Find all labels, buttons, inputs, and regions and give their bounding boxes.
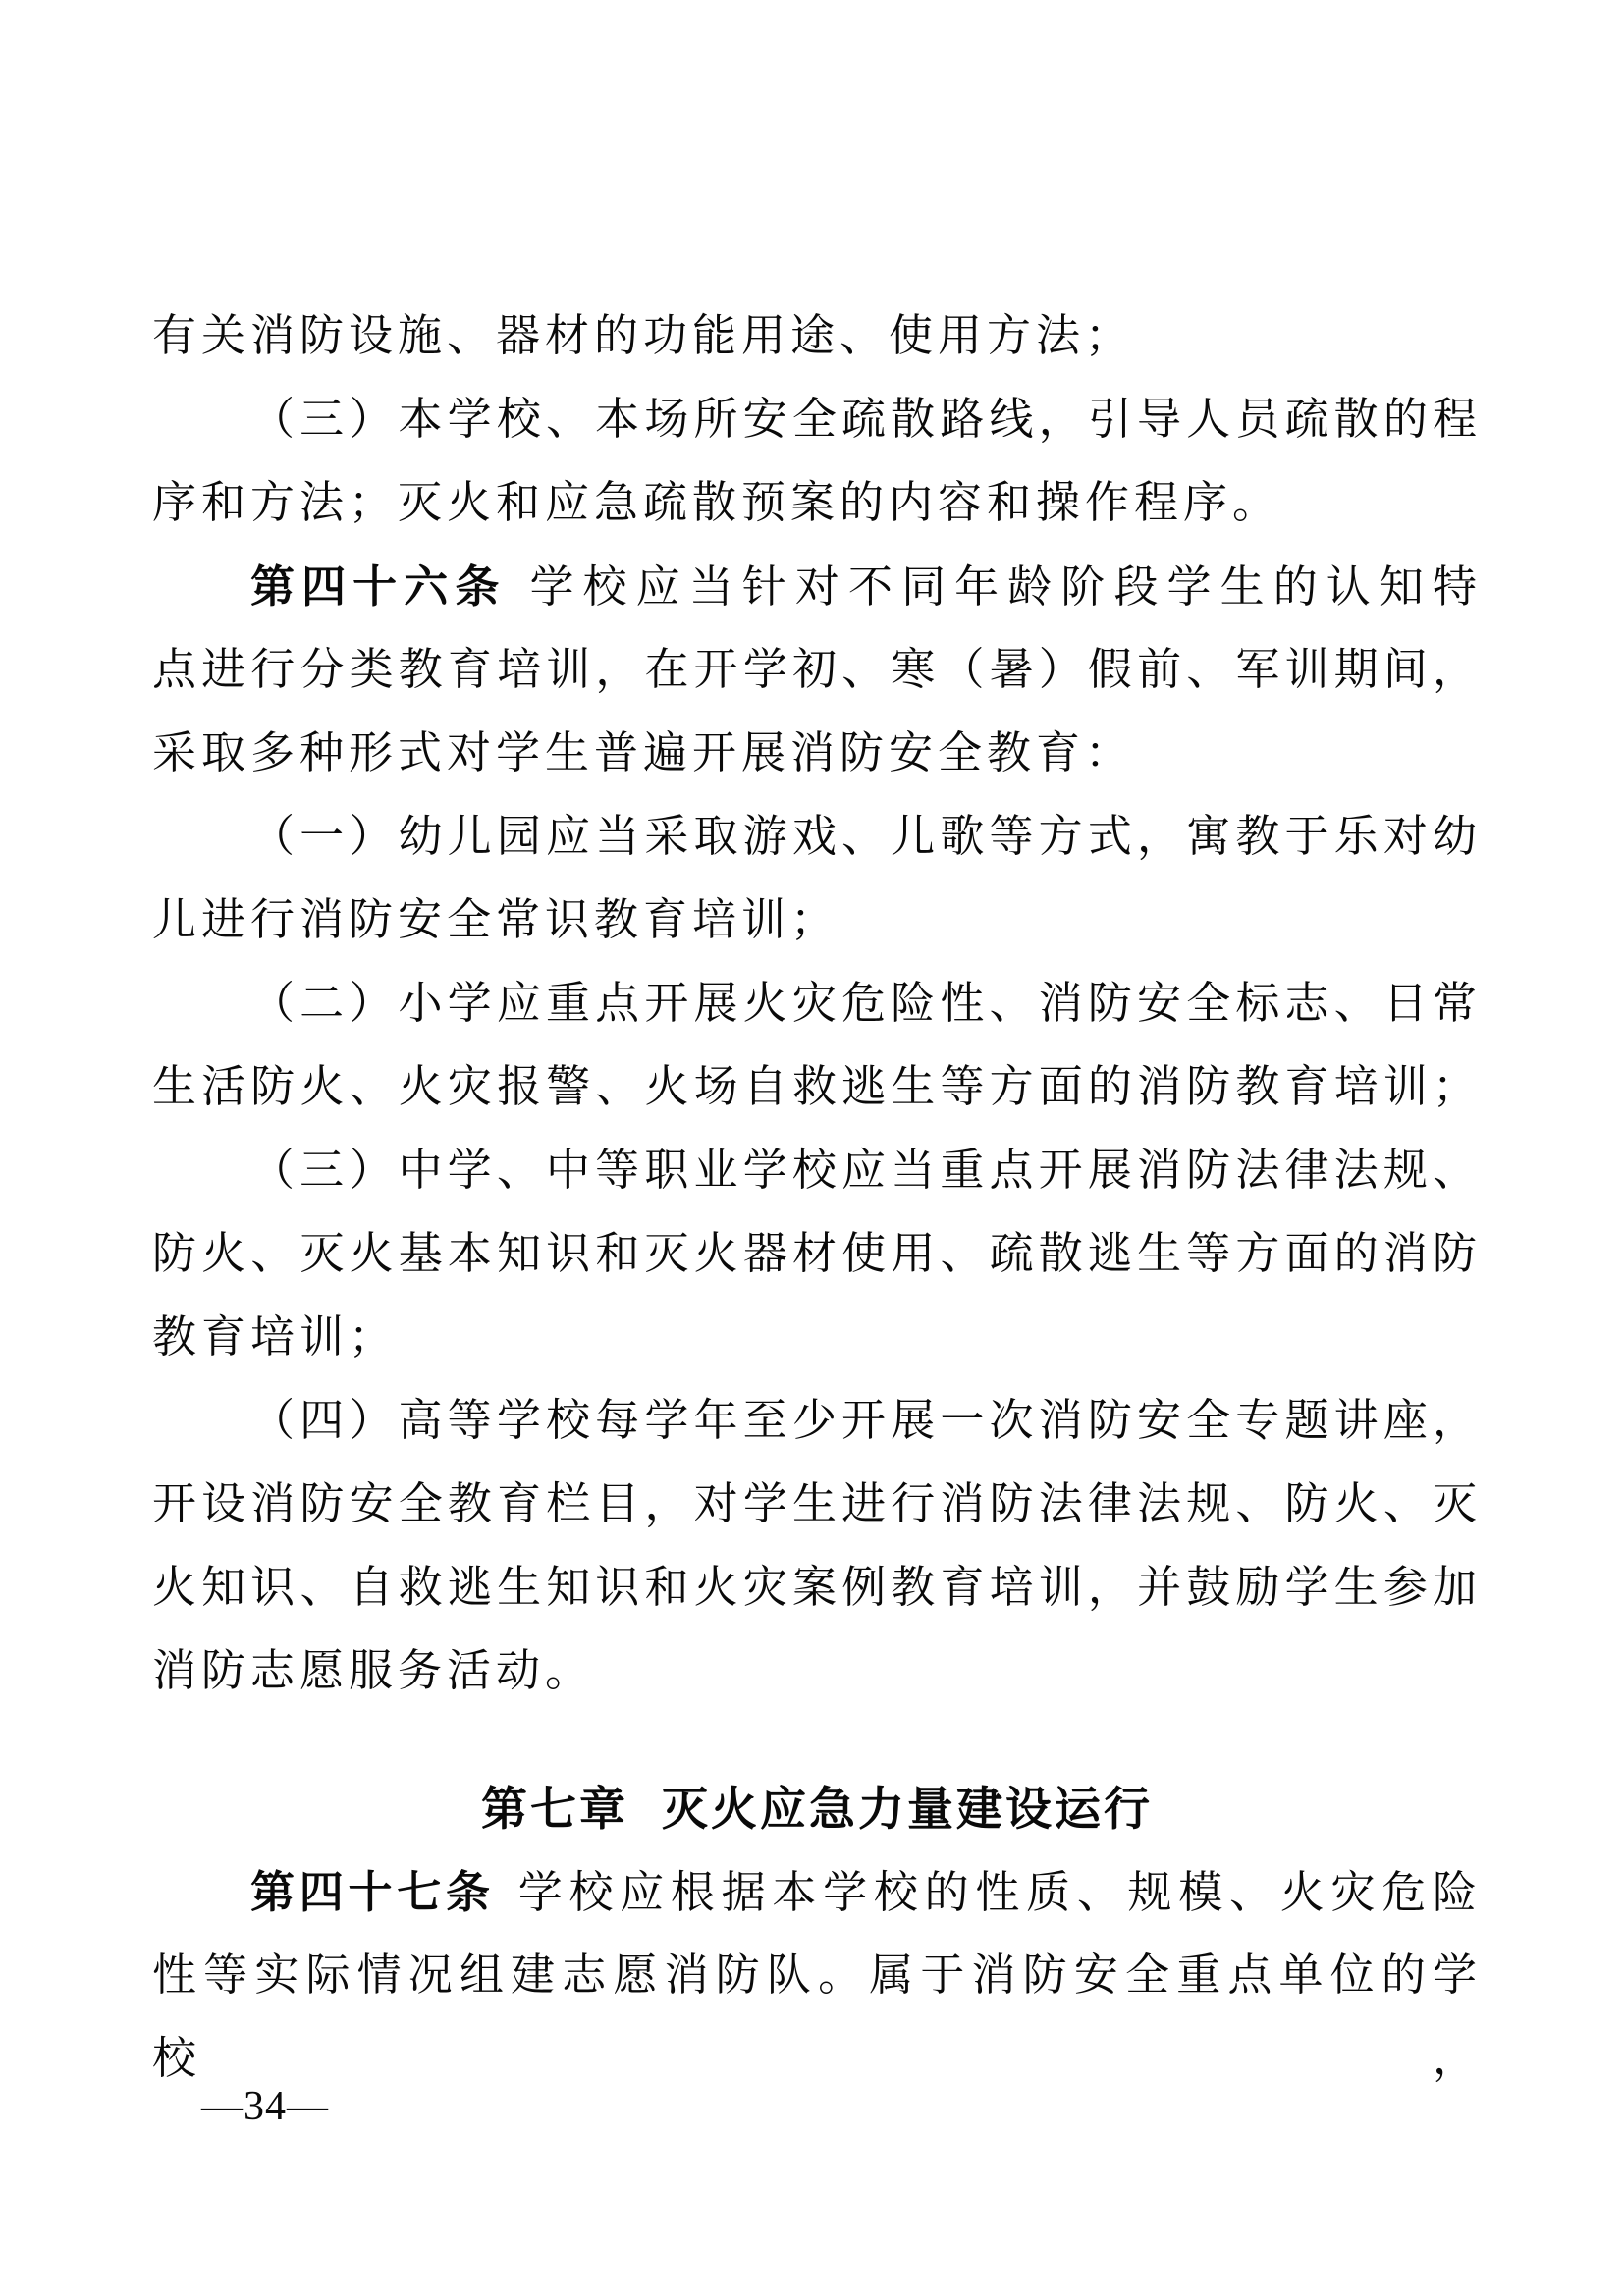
body-line: （四）高等学校每学年至少开展一次消防安全专题讲座， xyxy=(250,1396,1482,1445)
body-line: （三）本学校、本场所安全疏散路线，引导人员疏散的程 xyxy=(250,395,1482,444)
body-line: 儿进行消防安全常识教育培训； xyxy=(152,895,840,944)
line-text: 学校应根据本学校的性质、规模、火灾危险 xyxy=(517,1868,1482,1917)
body-line: 火知识、自救逃生知识和火灾案例教育培训，并鼓励学生参加 xyxy=(152,1563,1482,1612)
body-line: 生活防火、火灾报警、火场自救逃生等方面的消防教育培训； xyxy=(152,1062,1482,1111)
body-line: 点进行分类教育培训，在开学初、寒（暑）假前、军训期间， xyxy=(152,645,1482,694)
body-line: 开设消防安全教育栏目，对学生进行消防法律法规、防火、灭 xyxy=(152,1479,1482,1528)
body-line: 采取多种形式对学生普遍开展消防安全教育： xyxy=(152,728,1135,777)
body-line xyxy=(152,545,1482,628)
body-line: 教育培训； xyxy=(152,1312,399,1362)
body-line: 防火、灭火基本知识和灭火器材使用、疏散逃生等方面的消防 xyxy=(152,1229,1482,1278)
body-line: 性等实际情况组建志愿消防队。属于消防安全重点单位的学校， xyxy=(152,1950,1482,2083)
body-line xyxy=(152,1850,1482,1934)
chapter-heading: 第七章 灭火应急力量建设运行 xyxy=(480,1783,1154,1835)
article-number-46: 第四十六条 xyxy=(250,561,507,612)
article-number-47: 第四十七条 xyxy=(250,1867,495,1917)
body-line: 序和方法；灭火和应急疏散预案的内容和操作程序。 xyxy=(152,478,1282,527)
body-line: 有关消防设施、器材的功能用途、使用方法； xyxy=(152,311,1135,360)
body-line: （二）小学应重点开展火灾危险性、消防安全标志、日常 xyxy=(250,979,1482,1028)
body-line: （三）中学、中等职业学校应当重点开展消防法律法规、 xyxy=(250,1146,1482,1195)
page-number: —34— xyxy=(201,2084,329,2129)
body-line: 消防志愿服务活动。 xyxy=(152,1646,595,1695)
body-line: （一）幼儿园应当采取游戏、儿歌等方式，寓教于乐对幼 xyxy=(250,812,1482,861)
line-text: 学校应当针对不同年龄阶段学生的认知特 xyxy=(529,562,1482,612)
